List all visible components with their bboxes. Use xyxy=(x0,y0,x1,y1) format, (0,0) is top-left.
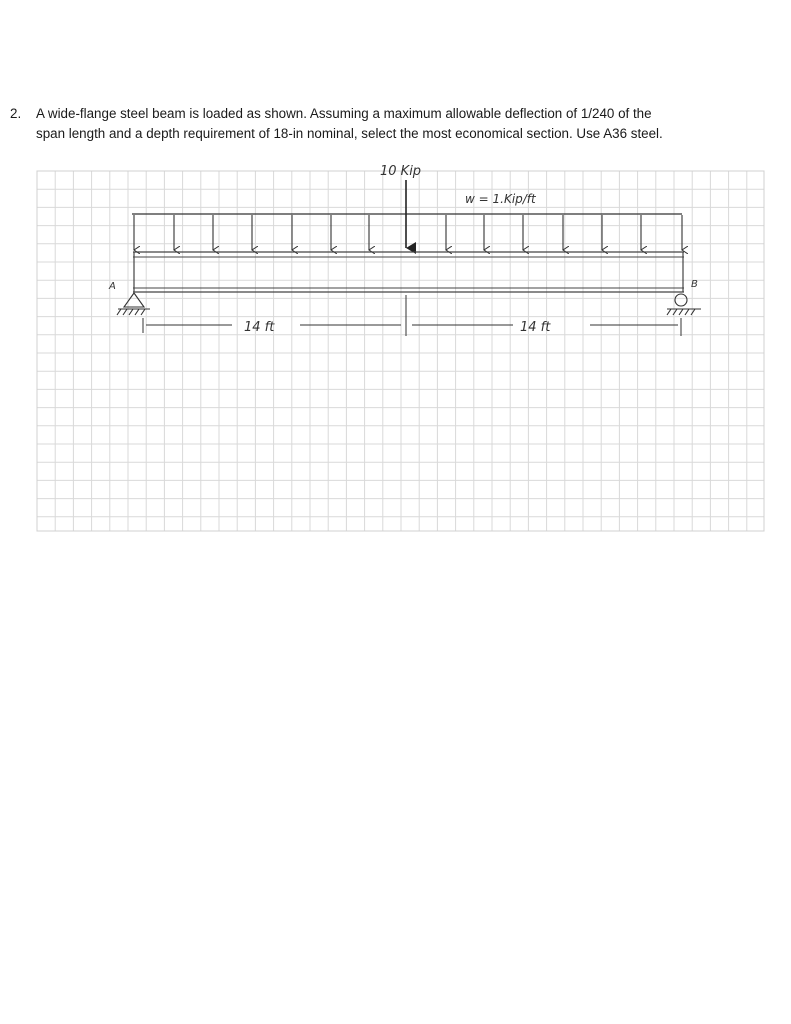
distributed-load-label: w = 1.Kip/ft xyxy=(465,192,536,206)
span-left-label: 14 ft xyxy=(244,320,275,335)
graph-paper-grid xyxy=(37,171,764,531)
span-right-label: 14 ft xyxy=(520,320,551,335)
roller-support-b xyxy=(667,294,701,315)
graph-paper-border xyxy=(37,171,764,531)
support-b-label: B xyxy=(691,279,698,290)
distributed-load-arrows xyxy=(134,215,682,250)
problem-number: 2. xyxy=(10,106,22,121)
point-load-label: 10 Kip xyxy=(380,164,422,179)
problem-text xyxy=(36,104,770,144)
problem-statement xyxy=(10,104,770,144)
pin-support-a xyxy=(117,293,150,315)
problem-text-line-1: A wide-flange steel beam is loaded as shown. Assuming a maximum allowable deflection of 1/240 of the xyxy=(36,106,652,121)
problem-text-line-2: span length and a depth requirement of 18-in nominal, select the most economical section. Use A36 steel. xyxy=(36,126,663,141)
span-dimension-lines xyxy=(143,295,681,336)
support-a-label: A xyxy=(109,281,116,292)
beam xyxy=(133,252,684,292)
